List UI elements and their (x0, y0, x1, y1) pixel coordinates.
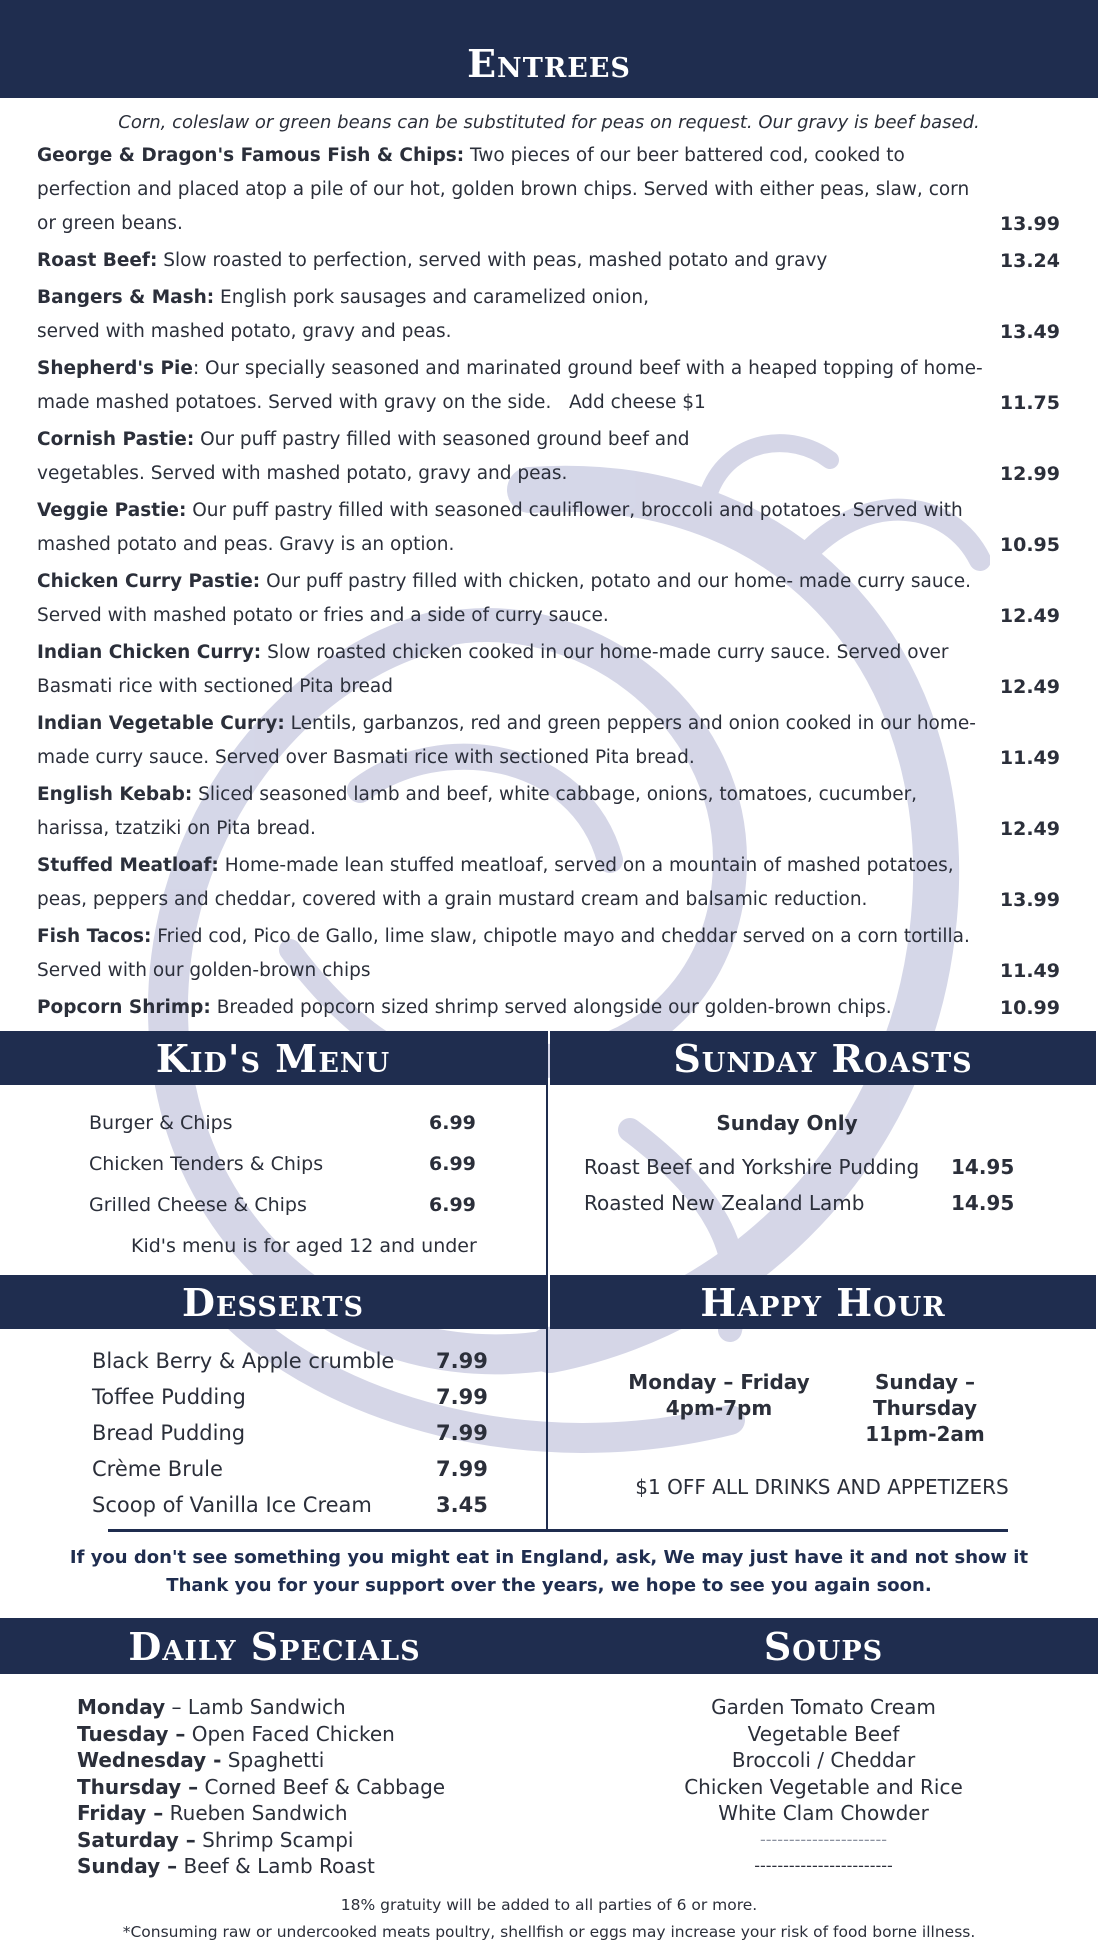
soups-header: Soups (549, 1618, 1098, 1674)
kids-item (89, 1185, 546, 1226)
entree-price: 13.24 (999, 250, 1060, 272)
entree-name: George & Dragon's Famous Fish & Chips: (37, 145, 465, 166)
special-item (77, 1800, 549, 1827)
thanks-message (0, 1532, 1098, 1618)
entree-desc: Sliced seasoned lamb and beef, white cabbage, onions, tomatoes, cucumber, harissa, tzatziki on Pita bread. (37, 784, 918, 839)
entree-name: Veggie Pastie: (37, 500, 187, 521)
soup-item: White Clam Chowder (718, 1801, 929, 1825)
entree-name: Shepherd's Pie (37, 358, 193, 379)
happy-hour-slot (830, 1369, 1020, 1447)
daily-specials-section (0, 1618, 549, 1880)
sunday-roasts-header: Sunday Roasts (550, 1031, 1096, 1085)
dessert-price: 7.99 (436, 1349, 488, 1373)
entree-name: English Kebab: (37, 784, 193, 805)
entree-name: Roast Beef: (37, 250, 158, 271)
kids-menu-header: Kid's Menu (0, 1031, 546, 1085)
entree-name: Bangers & Mash: (37, 287, 215, 308)
happy-hour-days: Monday – Friday (628, 1370, 810, 1394)
happy-hour-days: Sunday – Thursday (872, 1370, 978, 1420)
gratuity-note: 18% gratuity will be added to all parties of 6 or more. (340, 1895, 758, 1914)
dessert-name: Scoop of Vanilla Ice Cream (92, 1493, 372, 1517)
dessert-item (92, 1487, 546, 1523)
sunday-item (584, 1185, 1096, 1221)
happy-hour-header: Happy Hour (550, 1275, 1096, 1329)
sunday-item (584, 1149, 1096, 1185)
sunday-item-price: 14.95 (951, 1155, 1015, 1179)
entree-desc: Lentils, garbanzos, red and green peppers and onion cooked in our home-made curry sauce. Served over Basmati rice with sectioned Pita bread. (37, 713, 976, 768)
sunday-item-price: 14.95 (951, 1191, 1015, 1215)
special-day: Thursday – (77, 1774, 199, 1799)
desserts-happyhour-row (0, 1275, 1098, 1529)
kids-item (89, 1144, 546, 1185)
kids-age-note: Kid's menu is for aged 12 and under (131, 1235, 477, 1257)
entree-name: Fish Tacos: (37, 926, 152, 947)
special-day: Wednesday - (77, 1748, 222, 1772)
special-day: Friday – (77, 1801, 164, 1825)
sunday-item-name: Roasted New Zealand Lamb (584, 1191, 865, 1215)
entree-price: 10.99 (999, 997, 1060, 1019)
entree-price: 13.49 (999, 321, 1060, 343)
entrees-note: Corn, coleslaw or green beans can be substituted for peas on request. Our gravy is beef based. (118, 112, 980, 133)
special-item (77, 1827, 549, 1854)
dessert-item (92, 1451, 546, 1487)
kids-item-price: 6.99 (429, 1153, 476, 1175)
dessert-price: 7.99 (436, 1457, 488, 1481)
dessert-item (92, 1415, 546, 1451)
entree-desc: Home-made lean stuffed meatloaf, served on a mountain of mashed potatoes, peas, peppers and cheddar, covered with a grain mustard cream and balsamic reduction. (37, 855, 954, 910)
special-sep: – (165, 1695, 188, 1719)
kids-item-price: 6.99 (429, 1112, 476, 1134)
special-dish: Beef & Lamb Roast (183, 1854, 375, 1878)
dessert-price: 7.99 (436, 1421, 488, 1445)
thanks-line-2: Thank you for your support over the years, we hope to see you again soon. (166, 1575, 932, 1596)
entree-item (37, 565, 1060, 633)
kids-sunday-row (0, 1031, 1098, 1275)
special-day: Saturday – (77, 1827, 196, 1852)
entree-price: 13.99 (999, 213, 1060, 235)
dessert-name: Black Berry & Apple crumble (92, 1349, 395, 1373)
entree-item (37, 423, 1060, 491)
special-dish: Lamb Sandwich (187, 1695, 346, 1719)
happy-hour-offer: $1 OFF ALL DRINKS AND APPETIZERS (635, 1475, 1009, 1499)
soups-section (549, 1618, 1098, 1880)
entree-desc: : Our specially seasoned and marinated ground beef with a heaped topping of home-made mashed potatoes. Served with gravy on the side. Add cheese $1 (37, 358, 983, 413)
special-item (77, 1853, 549, 1880)
kids-item-price: 6.99 (429, 1194, 476, 1216)
special-item (77, 1747, 549, 1774)
happy-hour-hours: 4pm-7pm (665, 1396, 773, 1420)
entree-price: 13.99 (999, 889, 1060, 911)
entree-item (37, 636, 1060, 704)
soup-item: Vegetable Beef (747, 1721, 900, 1746)
dessert-price: 7.99 (436, 1385, 488, 1409)
entree-item (37, 778, 1060, 846)
soup-item: Broccoli / Cheddar (731, 1748, 916, 1772)
entree-price: 10.95 (999, 534, 1060, 556)
entree-desc: Slow roasted to perfection, served with peas, mashed potato and gravy (157, 250, 828, 271)
entree-item (37, 920, 1060, 988)
entree-item (37, 849, 1060, 917)
special-dish: Shrimp Scampi (202, 1827, 354, 1852)
desserts-section (0, 1275, 548, 1529)
special-item (77, 1721, 549, 1748)
entree-desc: Our puff pastry filled with seasoned ground beef and vegetables. Served with mashed potato, gravy and peas. (37, 429, 690, 484)
entree-name: Indian Chicken Curry: (37, 642, 262, 663)
kids-item (89, 1103, 546, 1144)
special-day: Tuesday – (77, 1721, 186, 1746)
entree-item (37, 494, 1060, 562)
soup-item: Chicken Vegetable and Rice (684, 1774, 963, 1799)
special-dish: Rueben Sandwich (169, 1801, 348, 1825)
kids-item-name: Chicken Tenders & Chips (89, 1153, 324, 1175)
food-safety-note: *Consuming raw or undercooked meats poultry, shellfish or eggs may increase your risk of food borne illness. (122, 1922, 976, 1941)
soup-item: Garden Tomato Cream (711, 1695, 936, 1719)
entree-desc: Two pieces of our beer battered cod, cooked to perfection and placed atop a pile of our hot, golden brown chips. Served with either peas, slaw, corn or green beans. (37, 145, 970, 234)
entree-price: 12.49 (999, 818, 1060, 840)
dessert-name: Crème Brule (92, 1457, 223, 1481)
sunday-only-label: Sunday Only (716, 1111, 858, 1135)
entree-name: Popcorn Shrimp: (37, 997, 211, 1018)
entree-desc: Breaded popcorn sized shrimp served alongside our golden-brown chips. (210, 997, 892, 1018)
happy-hour-section (548, 1275, 1096, 1529)
entree-desc: English pork sausages and caramelized onion, served with mashed potato, gravy and peas. (37, 287, 649, 342)
sunday-item-name: Roast Beef and Yorkshire Pudding (584, 1155, 920, 1179)
sunday-roasts-section (548, 1031, 1096, 1275)
entree-item (37, 244, 1060, 278)
entree-desc: Slow roasted chicken cooked in our home-made curry sauce. Served over Basmati rice with sectioned Pita bread (37, 642, 949, 697)
dessert-item (92, 1379, 546, 1415)
special-day: Monday (77, 1695, 166, 1719)
soup-placeholder-dashes: ------------------------ (754, 1856, 893, 1875)
entrees-list (0, 139, 1098, 1025)
entree-price: 11.49 (999, 747, 1060, 769)
dessert-name: Bread Pudding (92, 1421, 246, 1445)
kids-item-name: Grilled Cheese & Chips (89, 1194, 307, 1216)
entree-price: 12.49 (999, 605, 1060, 627)
entree-name: Stuffed Meatloaf: (37, 855, 219, 876)
special-day: Sunday – (77, 1854, 178, 1878)
entree-price: 12.49 (999, 676, 1060, 698)
special-dish: Corned Beef & Cabbage (204, 1774, 446, 1799)
entree-desc: Fried cod, Pico de Gallo, lime slaw, chipotle mayo and cheddar served on a corn tortilla. Served with our golden-brown chips (37, 926, 970, 981)
specials-soups-row (0, 1618, 1098, 1880)
entree-item (37, 352, 1060, 420)
happy-hour-hours: 11pm-2am (865, 1422, 985, 1446)
kids-item-name: Burger & Chips (89, 1112, 233, 1134)
desserts-header: Desserts (0, 1275, 546, 1329)
special-item (77, 1694, 549, 1721)
soup-placeholder-dashes: ---------------------- (759, 1829, 887, 1849)
thanks-line-1: If you don't see something you might eat in England, ask, We may just have it and not show it (69, 1547, 1029, 1568)
special-dish: Open Faced Chicken (191, 1721, 395, 1746)
entree-name: Cornish Pastie: (37, 429, 195, 450)
kids-menu-section (0, 1031, 548, 1275)
daily-specials-header: Daily Specials (0, 1618, 549, 1674)
entree-name: Indian Vegetable Curry: (37, 713, 285, 734)
entree-name: Chicken Curry Pastie: (37, 571, 261, 592)
entrees-header: Entrees (0, 0, 1098, 98)
entree-price: 11.75 (999, 392, 1060, 414)
entree-item (37, 707, 1060, 775)
special-item (77, 1774, 549, 1801)
dessert-price: 3.45 (436, 1493, 488, 1517)
entree-desc: Our puff pastry filled with chicken, potato and our home- made curry sauce. Served with mashed potato or fries and a side of curry sauce. (37, 571, 971, 626)
dessert-item (92, 1343, 546, 1379)
entree-item (37, 139, 1060, 241)
happy-hour-slot (624, 1369, 814, 1447)
special-dish: Spaghetti (227, 1748, 325, 1772)
footer (0, 1892, 1098, 1946)
entree-desc: Our puff pastry filled with seasoned cauliflower, broccoli and potatoes. Served with mashed potato and peas. Gravy is an option. (37, 500, 963, 555)
entree-price: 12.99 (999, 463, 1060, 485)
dessert-name: Toffee Pudding (92, 1385, 246, 1409)
entree-price: 11.49 (999, 960, 1060, 982)
entree-item (37, 991, 1060, 1025)
entree-item (37, 281, 1060, 349)
